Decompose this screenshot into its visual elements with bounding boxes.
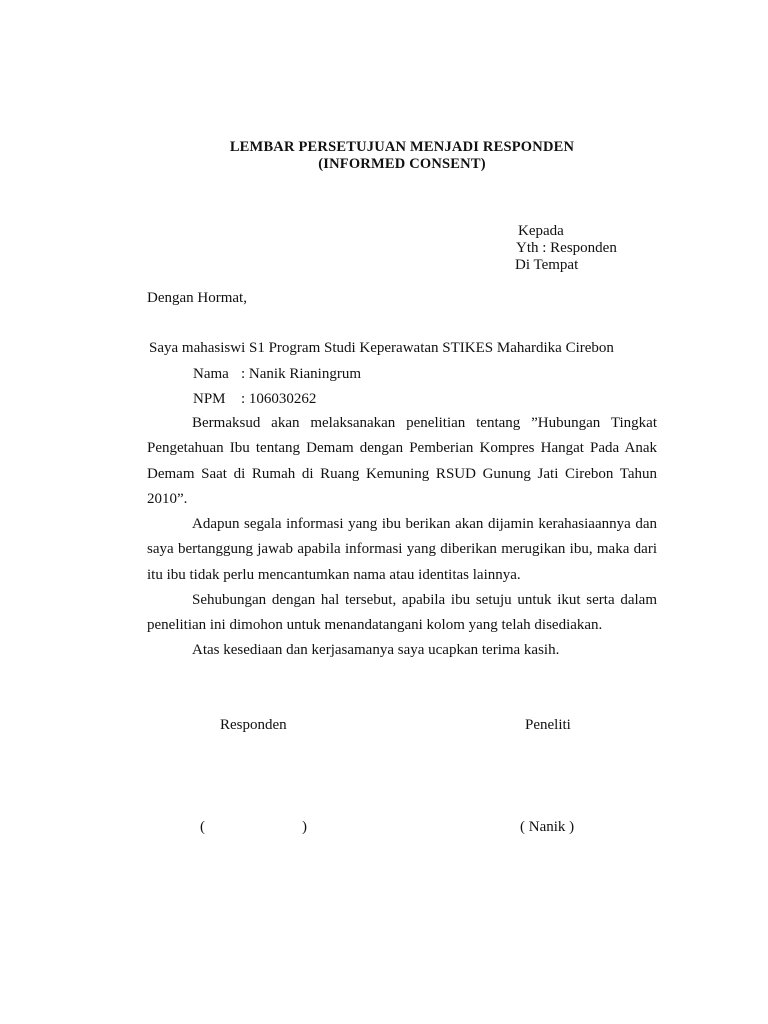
address-line-kepada: Kepada xyxy=(518,223,564,239)
paragraph-research-purpose: Bermaksud akan melaksanakan penelitian tentang ”Hubungan Tingkat Pengetahuan Ibu tentang Demam dengan Pemberian Kompres Hangat Pada Anak Demam Saat di Rumah di Ruang Kemuning RSUD Gunung Jati Cirebon Tahun 2010”. xyxy=(147,415,657,507)
name-label: Nama xyxy=(193,366,229,382)
address-line-di-tempat: Di Tempat xyxy=(515,257,579,273)
npm-label: NPM xyxy=(193,391,226,407)
name-value: : Nanik Rianingrum xyxy=(241,366,361,382)
respondent-label: Responden xyxy=(220,717,287,733)
researcher-signature-name: ( Nanik ) xyxy=(520,819,575,835)
document-title-line-1: LEMBAR PERSETUJUAN MENJADI RESPONDEN xyxy=(229,139,575,155)
paragraph-consent-request: Sehubungan dengan hal tersebut, apabila ibu setuju untuk ikut serta dalam penelitian ini dimohon untuk menandatangani kolom yang telah disediakan. xyxy=(147,592,657,634)
intro-line: Saya mahasiswi S1 Program Studi Keperawatan STIKES Mahardika Cirebon xyxy=(149,340,614,356)
document-title-line-2: (INFORMED CONSENT) xyxy=(318,156,486,172)
paragraph-thanks: Atas kesediaan dan kerjasamanya saya ucapkan terima kasih. xyxy=(192,642,560,658)
respondent-signature-close-paren: ) xyxy=(302,819,307,835)
npm-value: : 106030262 xyxy=(241,391,317,407)
salutation: Dengan Hormat, xyxy=(147,290,247,306)
paragraph-confidentiality: Adapun segala informasi yang ibu berikan akan dijamin kerahasiaannya dan saya bertanggung jawab apabila informasi yang diberikan merugikan ibu, maka dari itu ibu tidak perlu mencantumkan nama atau identitas lainnya. xyxy=(147,516,657,583)
respondent-signature-open-paren: ( xyxy=(200,819,205,835)
researcher-label: Peneliti xyxy=(525,717,571,733)
address-line-yth: Yth : Responden xyxy=(516,240,617,256)
